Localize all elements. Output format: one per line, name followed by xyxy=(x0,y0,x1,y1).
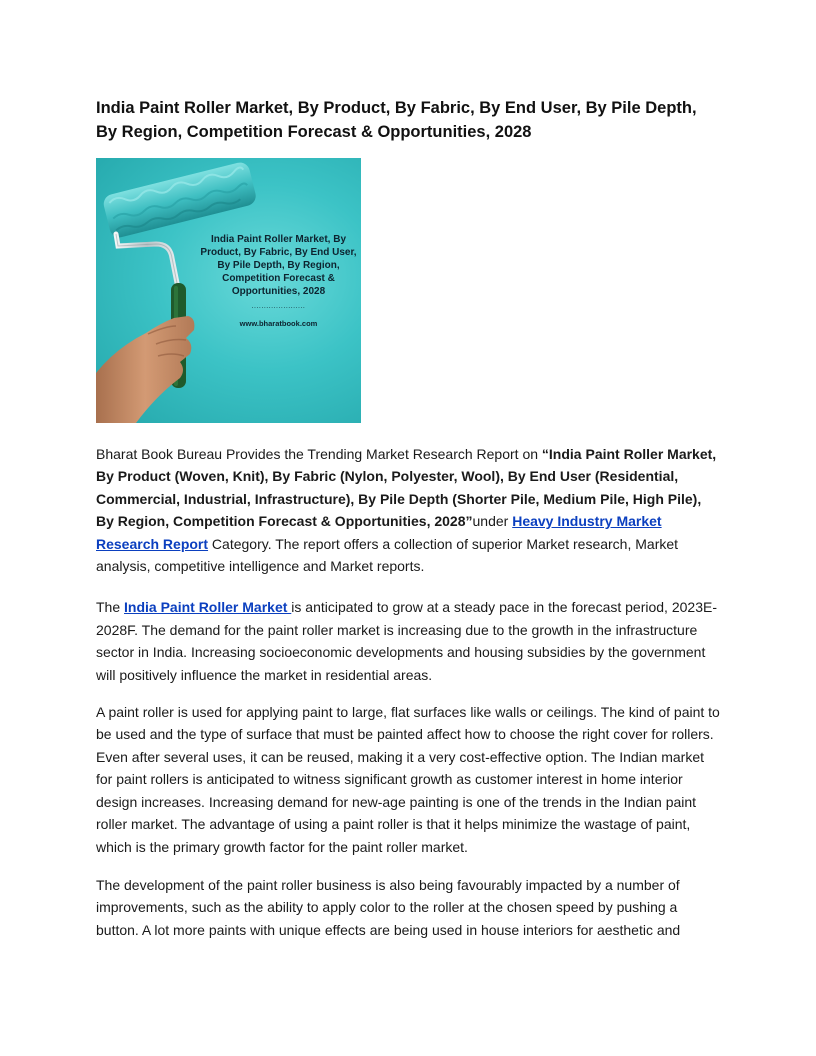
market-link[interactable]: India Paint Roller Market xyxy=(124,599,292,616)
document-page xyxy=(96,96,722,941)
report-name: “India Paint Roller Market, By Product (Woven, Knit), By Fabric (Nylon, Polyester, Wool), By End User (Residential, Commercial, Industrial, Infrastructure), By Pile Depth (Shorter Pile, Medium Pile, High Pile), By Region, Competition Forecast & Opportunities, 2028” xyxy=(96,446,717,530)
intro-lead: Bharat Book Bureau Provides the Trending Market Research Report on xyxy=(96,446,542,462)
cover-website: www.bharatbook.com xyxy=(239,319,318,328)
intro-paragraph xyxy=(96,443,722,577)
market-lead: The xyxy=(96,599,125,616)
category-link[interactable]: Heavy Industry Market Research Report xyxy=(96,513,662,552)
market-tail: is anticipated to grow at a steady pace in the forecast period, 2023E-2028F. The demand for the paint roller market is increasing due to the growth in the infrastructure sector in India. Increasing socioeconomic developments and housing subsidies by the government will positively influence the market in residential areas. xyxy=(96,599,717,683)
development-paragraph: The development of the paint roller business is also being favourably impacted by a number of improvements, such as the ability to apply color to the roller at the chosen speed by pushing a button. A lot more paints with unique effects are being used in house interiors for aesthetic and xyxy=(96,876,681,938)
cover-title-text: India Paint Roller Market, By Product, By Fabric, By End User, By Pile Depth, By Region, Competition Forecast & Opportunities, 2028 xyxy=(200,234,357,297)
cover-image xyxy=(96,158,361,423)
intro-tail: Category. The report offers a collection of superior Market research, Market analysis, competitive intelligence and Market reports. xyxy=(96,535,679,575)
intro-under: under xyxy=(472,513,513,530)
market-paragraph xyxy=(96,596,722,686)
report-title: India Paint Roller Market, By Product, By Fabric, By End User, By Pile Depth, By Region, Competition Forecast & Opportunities, 2028 xyxy=(96,99,697,141)
roller-usage-paragraph: A paint roller is used for applying paint to large, flat surfaces like walls or ceilings. The kind of paint to be used and the type of surface that must be painted affect how to choose the right cover for rollers. Even after several uses, it can be reused, making it a very cost-effective option. The Indian market for paint rollers is anticipated to witness significant growth as customer interest in home interior design increases. Increasing demand for new-age painting is one of the trends in the Indian paint roller market. The advantage of using a paint roller is that it helps minimize the wastage of paint, which is the primary growth factor for the paint roller market. xyxy=(96,704,720,855)
cover-divider: ...................... xyxy=(251,303,306,310)
